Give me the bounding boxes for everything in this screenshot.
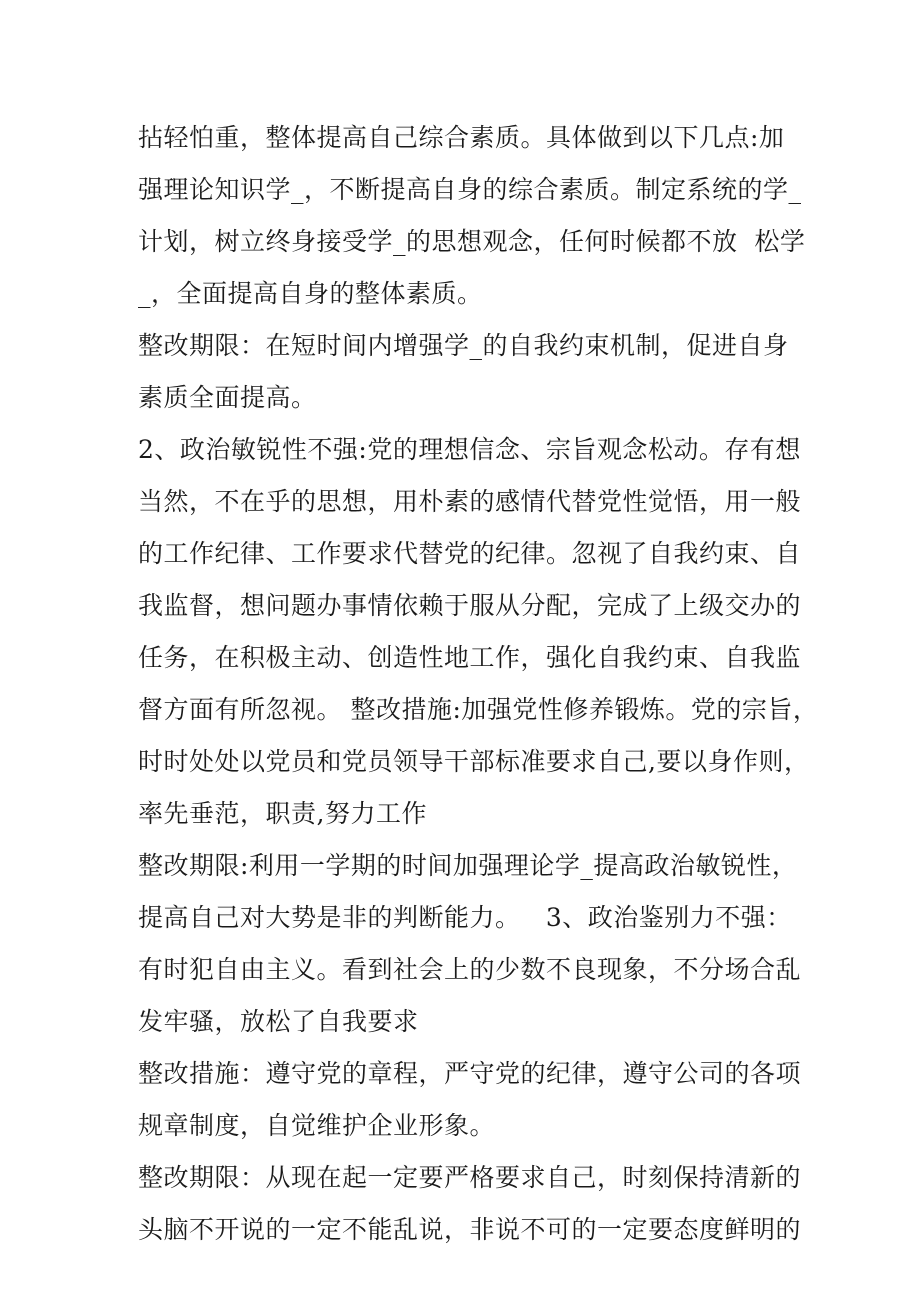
text-line: 发牢骚，放松了自我要求 [138, 1007, 419, 1036]
text-line: 整改期限:利用一学期的时间加强理论学_提高政治敏锐性， [138, 851, 798, 880]
text-line: 计划，树立终身接受学_的思想观念，任何时候都不放 松学 [138, 227, 806, 256]
text-line: 强理论知识学_，不断提高自身的综合素质。制定系统的学_ [138, 175, 802, 204]
text-line: 规章制度，自觉维护企业形象。 [138, 1111, 496, 1140]
document-body [138, 112, 819, 1256]
text-line: 时时处处以党员和党员领导干部标准要求自己,要以身作则， [138, 747, 810, 776]
text-line: 头脑不开说的一定不能乱说，非说不可的一定要态度鲜明的 [138, 1215, 802, 1244]
text-line: 我监督，想问题办事情依赖于服从分配，完成了上级交办的 [138, 591, 802, 620]
text-line: 有时犯自由主义。看到社会上的少数不良现象，不分场合乱 [138, 955, 802, 984]
text-line: 拈轻怕重，整体提高自己综合素质。具体做到以下几点:加 [138, 123, 785, 152]
text-line: 任务，在积极主动、创造性地工作，强化自我约束、自我监 [138, 643, 802, 672]
text-line: 整改期限：在短时间内增强学_的自我约束机制，促进自身 [138, 331, 789, 360]
text-line: 整改期限：从现在起一定要严格要求自己，时刻保持清新的 [138, 1163, 802, 1192]
text-line: 素质全面提高。 [138, 383, 317, 412]
text-line: 提高自己对大势是非的判断能力。 3、政治鉴别力不强： [138, 903, 792, 932]
text-line: _，全面提高自身的整体素质。 [138, 279, 483, 308]
text-line: 2、政治敏锐性不强:党的理想信念、宗旨观念松动。存有想 [138, 435, 801, 464]
text-line: 整改措施：遵守党的章程，严守党的纪律，遵守公司的各项 [138, 1059, 802, 1088]
text-line: 率先垂范，职责,努力工作 [138, 799, 427, 828]
text-line: 督方面有所忽视。 整改措施:加强党性修养锻炼。党的宗旨， [138, 695, 819, 724]
text-line: 的工作纪律、工作要求代替党的纪律。忽视了自我约束、自 [138, 539, 802, 568]
text-line: 当然，不在乎的思想，用朴素的感情代替党性觉悟，用一般 [138, 487, 802, 516]
